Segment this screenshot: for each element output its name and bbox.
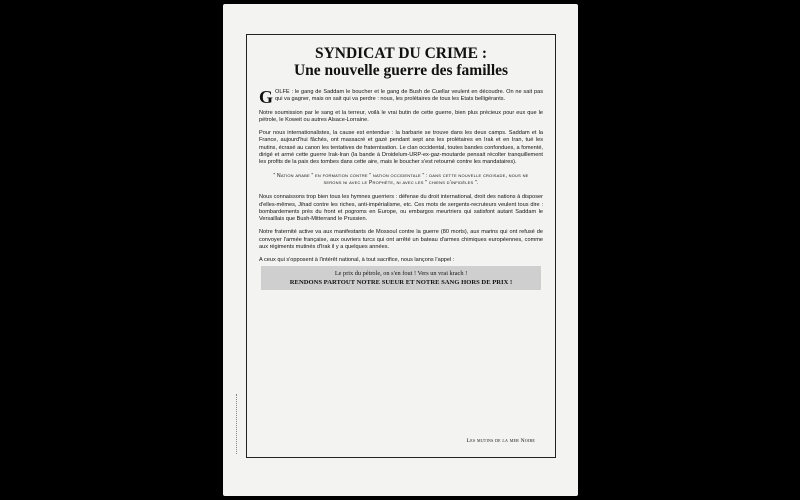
poster-frame [246, 34, 556, 458]
paragraph-5: Notre fraternité active va aux manifestants de Mossoul contre la guerre (80 morts), aux marins qui ont refusé de convoyer l'armée française, aux ouvriers turcs qui ont arrêté un bateau d'armes chimiques européennes, comme aux régiments mutinés d'Irak il y a quelques années. [259, 229, 543, 251]
quote-paragraph: " Nation arabe " en formation contre " nation occidentale " : dans cette nouvelle croisade, nous ne serons ni avec le Prophète, ni avec les " chiens d'infidèles ". [273, 172, 529, 186]
title-line-1: SYNDICAT DU CRIME : [314, 45, 488, 62]
paragraph-1-text: OLFE : le gang de Saddam le boucher et le gang de Bush de Cuellar veulent en découdre. On ne sait pas qui va gagner, mais on sait qui va perdre : nous, les prolétaires de tous les Etats belligérants. [275, 89, 543, 103]
paragraph-4: Nous connaissons trop bien tous les hymnes guerriers : défense du droit international, droit des nations à disposer d'elles-mêmes, Jihad contre les riches, anti-impérialisme, etc. Ces mots de sergents-recruteurs veulent tous dire : bombardements près du front et pogroms en Europe, ou embargos meurtriers qui satisfont autant Saddam le Versaillais que Bush-Mitterrand le Prussien. [259, 194, 543, 223]
signature: Les mutins de la mer Noire [466, 438, 535, 444]
appeal-line-1: Le prix du pétrole, on s'en fout ! Vers un vrai krach ! [334, 270, 468, 278]
paragraph-3: Pour nous internationalistes, la cause est entendue : la barbarie se trouve dans les deux camps. Saddam et la France, aujourd'hui fâchés, ont massacré et gazé pendant sept ans les prolétaires en Irak et en Iran, tué les mutins, écrasé au canon les tentatives de fraternisation. Le clan occidental, toutes bandes confondues, a fomenté, dirigé et armé cette guerre Irak-Iran (la bande à Droidelum-URP-ex-gaz-moutarde pensait récolter tranquillement les profits de la paix des tombes dans cette aire, mais le boucher s'est retourné contre les mandataires). [259, 130, 543, 166]
paragraph-1 [259, 87, 543, 107]
paragraph-2: Notre soumission par le sang et la terreur, voilà le vrai butin de cette guerre, bien plus précieux pour eux que le pétrole, le Koweit ou autres Alsace-Lorraine. [259, 109, 543, 123]
appeal-line-2: RENDONS PARTOUT NOTRE SUEUR ET NOTRE SANG HORS DE PRIX ! [289, 279, 513, 287]
dropcap-letter: G [259, 87, 274, 107]
appeal-intro: A ceux qui s'opposent à l'intérêt national, à tout sacrifice, nous lançons l'appel : [259, 257, 455, 264]
appeal-box [261, 266, 541, 290]
printer-imprint-mark [236, 394, 241, 454]
poster-sheet [223, 4, 578, 496]
poster-title [259, 45, 543, 79]
title-line-2: Une nouvelle guerre des familles [293, 62, 509, 79]
